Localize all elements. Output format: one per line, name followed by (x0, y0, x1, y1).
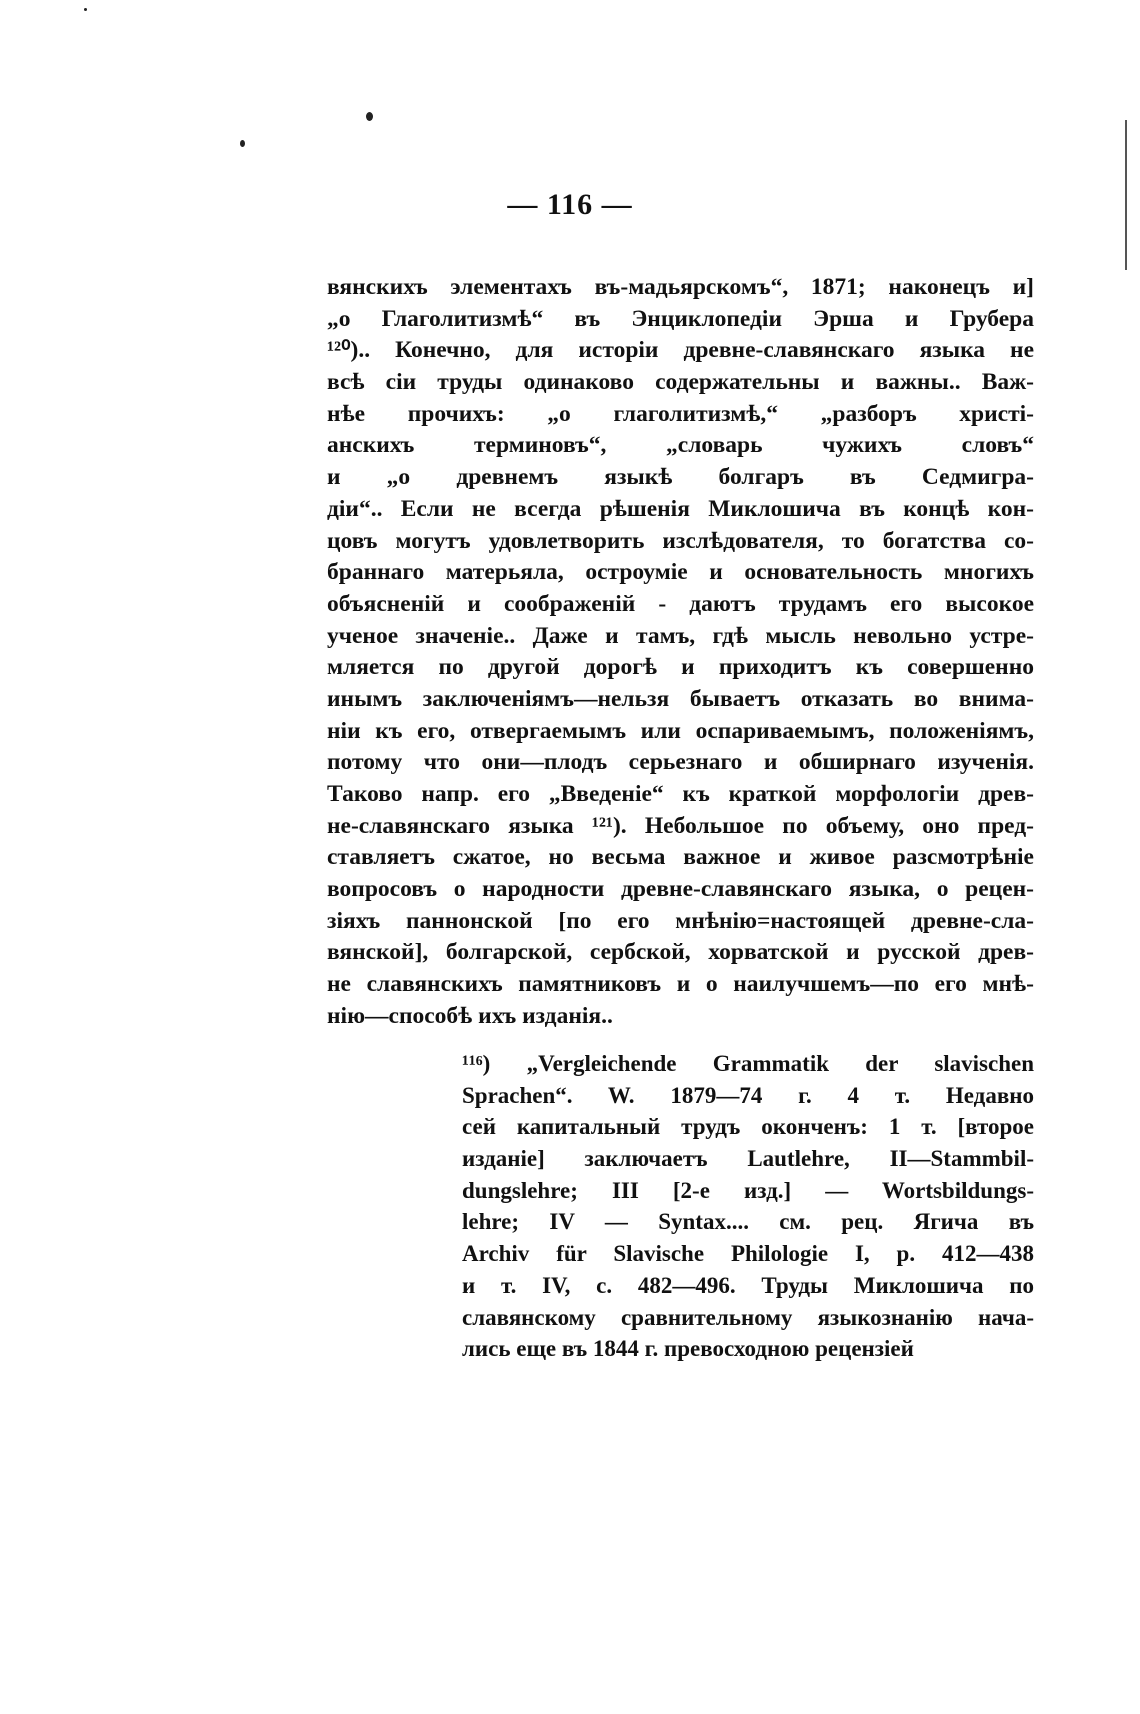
body-line: и „о древнемъ языкѣ болгаръ въ Седмигра- (327, 464, 1034, 491)
footnote-line: сей капитальный трудъ оконченъ: 1 т. [второе (462, 1114, 1034, 1140)
body-line: ученое значеніе.. Даже и тамъ, гдѣ мысль невольно устре- (327, 622, 1034, 649)
body-line: ¹²⁰).. Конечно, для исторіи древне-славянскаго языка не (327, 337, 1034, 364)
body-line: вянскихъ элементахъ въ-мадьярскомъ“, 1871; наконецъ и] (327, 274, 1034, 300)
footnote-line: и т. IV, с. 482—496. Труды Миклошича по (462, 1272, 1034, 1298)
body-line: инымъ заключеніямъ—нельзя бываетъ отказать во внима- (327, 685, 1034, 712)
body-line: потому что они—плодъ серьезнаго и обширнаго изученія. (327, 749, 1034, 776)
body-line: объясненій и соображеній - даютъ трудамъ его высокое (327, 590, 1034, 617)
footnote-line: lehre; IV — Syntax.... см. рец. Ягича въ (462, 1209, 1034, 1235)
footnote (462, 1048, 1034, 1365)
body-line: анскихъ терминовъ“, „словарь чужихъ словъ“ (327, 432, 1034, 459)
body-line: нѣе прочихъ: „о глаголитизмѣ,“ „разборъ христі- (327, 400, 1034, 427)
body-line: вянской], болгарской, сербской, хорватской и русской древ- (327, 939, 1034, 966)
page-number: — 116 — (507, 188, 633, 221)
body-line: ставляетъ сжатое, но весьма важное и живое разсмотрѣніе (327, 844, 1034, 871)
body-line: Таково напр. его „Введеніе“ къ краткой морфологіи древ- (327, 781, 1034, 807)
body-text (327, 272, 1034, 1033)
body-line: „о Глаголитизмѣ“ въ Энциклопедіи Эрша и Грубера (327, 305, 1034, 332)
body-line: всѣ сіи труды одинаково содержательны и важны.. Важ- (327, 369, 1034, 396)
body-line: не-славянскаго языка ¹²¹). Небольшое по объему, оно пред- (327, 812, 1034, 839)
body-line: ніи къ его, отвергаемымъ или оспариваемымъ, положеніямъ, (327, 717, 1034, 744)
footnote-line: изданіе] заключаетъ Lautlehre, II—Stammbil- (462, 1146, 1034, 1172)
body-line: нію—способѣ ихъ изданія.. (327, 1002, 613, 1029)
body-line: цовъ могутъ удовлетворить изслѣдователя, то богатства со- (327, 527, 1034, 554)
footnote-line: Archiv für Slavische Philologie I, p. 412—438 (462, 1241, 1034, 1267)
body-line: вопросовъ о народности древне-славянскаго языка, о рецен- (327, 876, 1034, 903)
margin-speck (240, 140, 245, 147)
body-line: браннаго матерьяла, остроуміе и основательность многихъ (327, 559, 1034, 586)
margin-speck (366, 112, 373, 121)
footnote-line: Sprachen“. W. 1879—74 г. 4 т. Недавно (462, 1082, 1034, 1108)
footnote-line: лись еще въ 1844 г. превосходною рецензіей (462, 1336, 914, 1362)
margin-speck (84, 8, 87, 11)
body-line: діи“.. Если не всегда рѣшенія Миклошича въ концѣ кон- (327, 495, 1034, 522)
body-line: зіяхъ паннонской [по его мнѣнію=настоящей древне-сла- (327, 907, 1034, 934)
body-line: мляется по другой дорогѣ и приходитъ къ совершенно (327, 654, 1034, 681)
footnote-line: ¹¹⁶) „Vergleichende Grammatik der slavischen (462, 1051, 1034, 1076)
body-line: не славянскихъ памятниковъ и о наилучшемъ—по его мнѣ- (327, 971, 1034, 998)
footnote-line: dungslehre; III [2-е изд.] — Wortsbildungs- (462, 1177, 1034, 1203)
footnote-line: славянскому сравнительному языкознанію нача- (462, 1304, 1034, 1330)
